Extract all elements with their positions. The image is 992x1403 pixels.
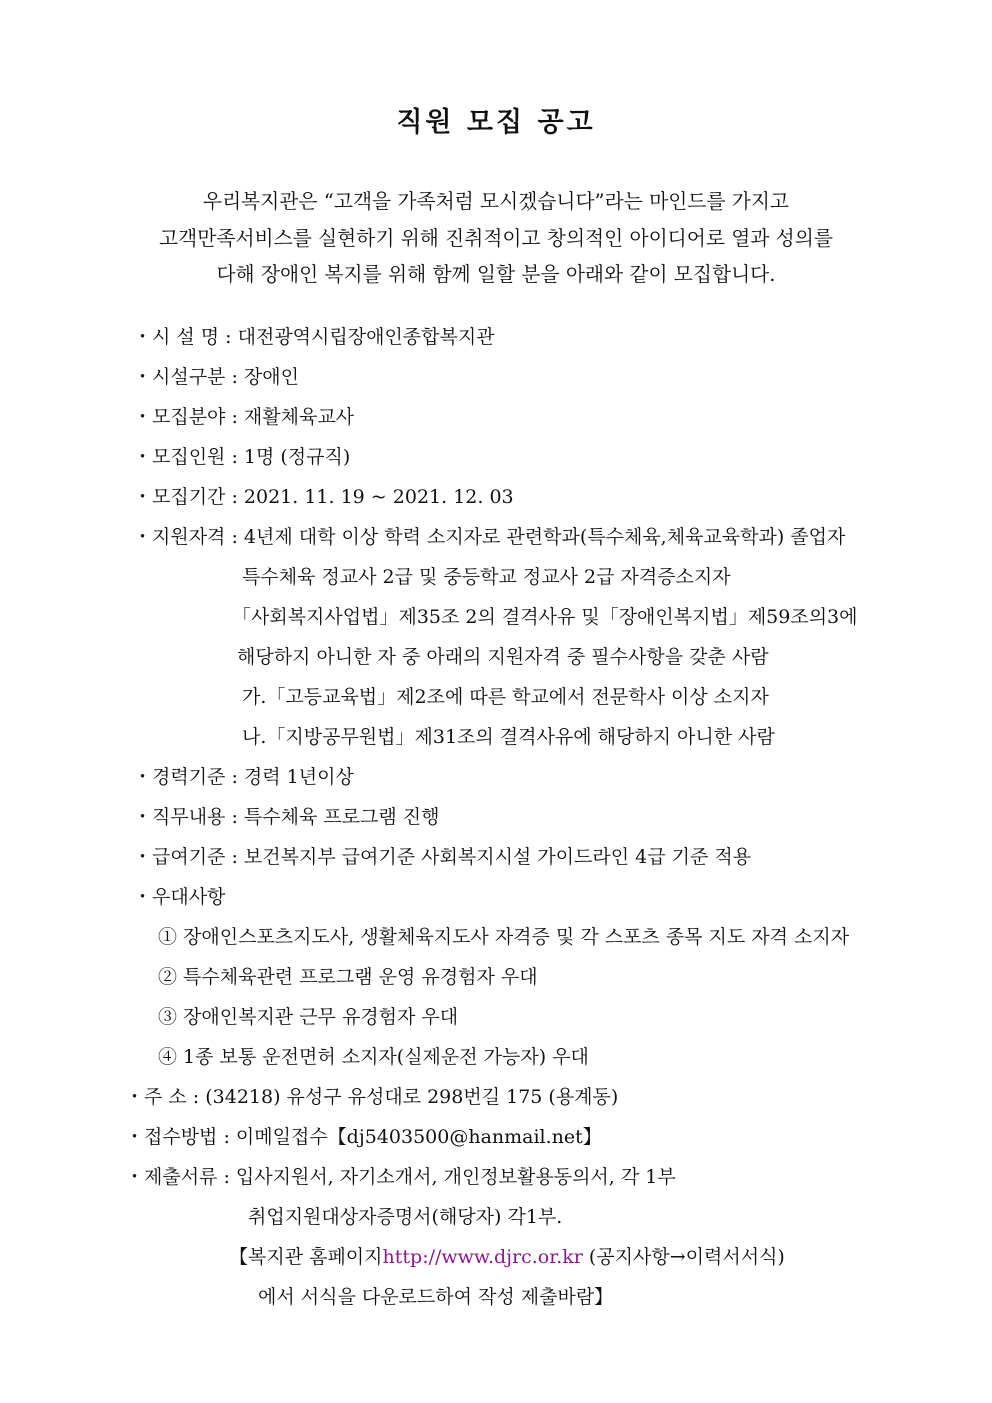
facility-type-item: ・시설구분 : 장애인 bbox=[133, 366, 299, 388]
homepage-note bbox=[229, 1245, 785, 1269]
facility-name-item: ・시 설 명 : 대전광역시립장애인종합복지관 bbox=[133, 326, 495, 348]
homepage-prefix: 【복지관 홈페이지 bbox=[229, 1246, 383, 1268]
address-item: ・주 소 : (34218) 유성구 유성대로 298번길 175 (용계동) bbox=[125, 1086, 619, 1108]
preference-item-2: ② 특수체육관련 프로그램 운영 유경험자 우대 bbox=[158, 966, 538, 988]
homepage-suffix: (공지사항→이력서서식) bbox=[582, 1246, 785, 1268]
intro-line-1: 우리복지관은 “고객을 가족처럼 모시겠습니다”라는 마인드를 가지고 bbox=[202, 189, 790, 213]
preference-item-1: ① 장애인스포츠지도사, 생활체육지도사 자격증 및 각 스포츠 종목 지도 자격 소지자 bbox=[158, 926, 850, 948]
preference-heading: ・우대사항 bbox=[133, 886, 226, 908]
homepage-link[interactable]: http://www.djrc.or.kr bbox=[382, 1246, 583, 1268]
recruit-field-item: ・모집분야 : 재활체육교사 bbox=[133, 406, 355, 428]
qualification-item: ・지원자격 : 4년제 대학 이상 학력 소지자로 관련학과(특수체육,체육교육학과) 졸업자 bbox=[133, 526, 846, 548]
preference-item-3: ③ 장애인복지관 근무 유경험자 우대 bbox=[158, 1006, 459, 1028]
salary-item: ・급여기준 : 보건복지부 급여기준 사회복지시설 가이드라인 4급 기준 적용 bbox=[133, 846, 752, 868]
qualification-line-5: 가.「고등교육법」제2조에 따른 학교에서 전문학사 이상 소지자 bbox=[242, 686, 769, 708]
duties-item: ・직무내용 : 특수체육 프로그램 진행 bbox=[133, 806, 440, 828]
intro-line-3: 다해 장애인 복지를 위해 함께 일할 분을 아래와 같이 모집합니다. bbox=[216, 262, 776, 286]
qualification-line-3: 「사회복지사업법」제35조 2의 결격사유 및「장애인복지법」제59조의3에 bbox=[232, 606, 858, 628]
experience-item: ・경력기준 : 경력 1년이상 bbox=[133, 766, 354, 788]
qualification-line-2: 특수체육 정교사 2급 및 중등학교 정교사 2급 자격증소지자 bbox=[242, 566, 731, 588]
qualification-line-6: 나.「지방공무원법」제31조의 결격사유에 해당하지 아니한 사람 bbox=[242, 726, 775, 748]
documents-item: ・제출서류 : 입사지원서, 자기소개서, 개인정보활용동의서, 각 1부 bbox=[125, 1166, 676, 1188]
intro-line-2: 고객만족서비스를 실현하기 위해 진취적이고 창의적인 아이디어로 열과 성의를 bbox=[159, 226, 833, 250]
download-note: 에서 서식을 다운로드하여 작성 제출바람】 bbox=[258, 1286, 614, 1308]
headcount-item: ・모집인원 : 1명 (정규직) bbox=[133, 446, 351, 468]
documents-line-2: 취업지원대상자증명서(해당자) 각1부. bbox=[248, 1206, 563, 1228]
qualification-line-4: 해당하지 아니한 자 중 아래의 지원자격 중 필수사항을 갖춘 사람 bbox=[237, 646, 769, 668]
page-title: 직원 모집 공고 bbox=[396, 107, 596, 138]
period-item: ・모집기간 : 2021. 11. 19 ~ 2021. 12. 03 bbox=[133, 486, 514, 508]
preference-item-4: ④ 1종 보통 운전면허 소지자(실제운전 가능자) 우대 bbox=[158, 1046, 589, 1068]
apply-method-item: ・접수방법 : 이메일접수【dj5403500@hanmail.net】 bbox=[125, 1126, 602, 1148]
